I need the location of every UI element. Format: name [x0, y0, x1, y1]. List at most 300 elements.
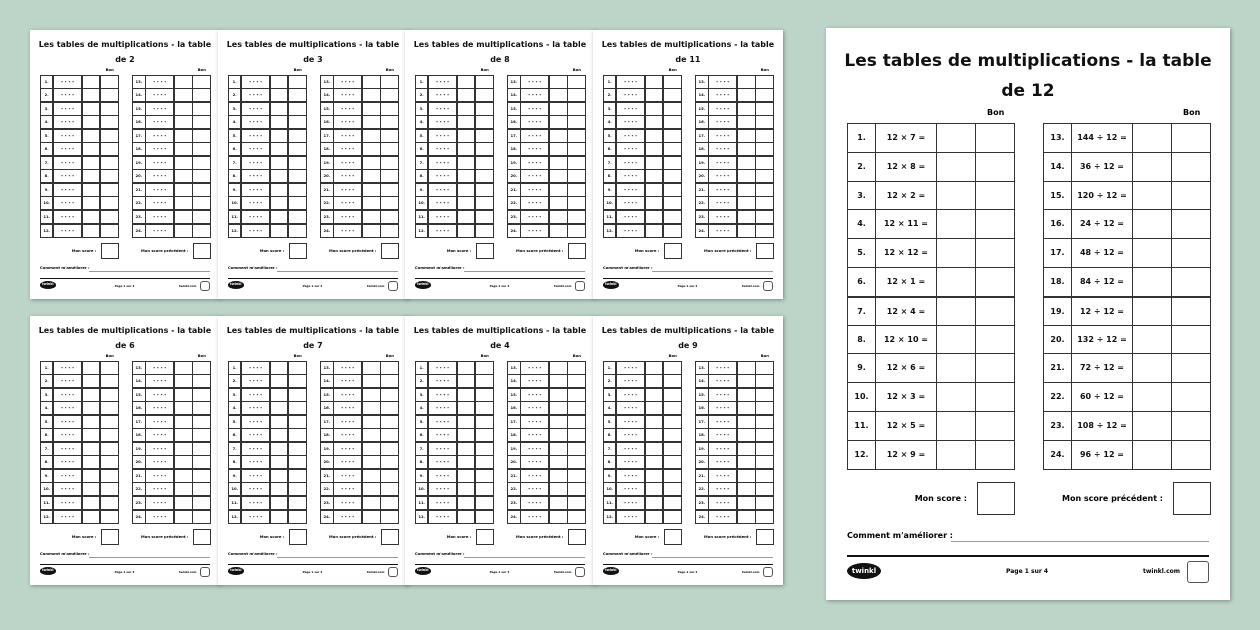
answer-cell[interactable] — [645, 224, 664, 238]
question-expression: • • • • — [145, 388, 174, 402]
answer-cell[interactable] — [174, 455, 193, 469]
answer-cell[interactable] — [174, 428, 193, 442]
question-expression: • • • • — [616, 455, 645, 469]
question-expression: • • • • — [520, 455, 549, 469]
question-number: 7. — [603, 156, 617, 170]
check-cell — [380, 361, 399, 375]
answer-cell[interactable] — [936, 209, 976, 239]
question-number: 12. — [228, 510, 242, 524]
answer-cell[interactable] — [737, 156, 756, 170]
question-number: 15. — [320, 102, 334, 116]
answer-cell[interactable] — [82, 210, 101, 224]
answer-cell[interactable] — [549, 88, 568, 102]
answer-cell[interactable] — [645, 102, 664, 116]
answer-cell[interactable] — [549, 510, 568, 524]
answer-cell[interactable] — [457, 442, 476, 456]
answer-cell[interactable] — [82, 374, 101, 388]
score-box[interactable] — [664, 243, 682, 259]
previous-score-box[interactable] — [381, 243, 399, 259]
answer-cell[interactable] — [457, 510, 476, 524]
question-row — [603, 156, 682, 170]
question-row — [603, 224, 682, 238]
answer-cell[interactable] — [645, 482, 664, 496]
answer-cell[interactable] — [457, 129, 476, 143]
question-expression: • • • • — [428, 401, 457, 415]
answer-cell[interactable] — [270, 142, 289, 156]
answer-cell[interactable] — [645, 374, 664, 388]
previous-score-box[interactable] — [381, 529, 399, 545]
answer-cell[interactable] — [174, 469, 193, 483]
answer-cell[interactable] — [737, 102, 756, 116]
answer-cell[interactable] — [270, 482, 289, 496]
check-cell — [663, 88, 682, 102]
check-cell — [975, 411, 1015, 441]
answer-cell[interactable] — [82, 142, 101, 156]
answer-cell[interactable] — [457, 156, 476, 170]
answer-cell[interactable] — [737, 196, 756, 210]
improve-line — [277, 557, 398, 558]
answer-cell[interactable] — [645, 75, 664, 89]
answer-cell[interactable] — [457, 169, 476, 183]
answer-cell[interactable] — [270, 496, 289, 510]
answer-cell[interactable] — [270, 183, 289, 197]
answer-cell[interactable] — [457, 469, 476, 483]
answer-cell[interactable] — [362, 183, 381, 197]
question-number: 19. — [695, 156, 709, 170]
answer-cell[interactable] — [549, 169, 568, 183]
previous-score-box[interactable] — [568, 529, 586, 545]
answer-cell[interactable] — [270, 455, 289, 469]
question-number: 15. — [695, 388, 709, 402]
answer-cell[interactable] — [270, 510, 289, 524]
answer-cell[interactable] — [737, 88, 756, 102]
answer-cell[interactable] — [270, 224, 289, 238]
answer-cell[interactable] — [174, 510, 193, 524]
answer-cell[interactable] — [936, 296, 976, 326]
check-cell — [288, 115, 307, 129]
question-number: 24. — [132, 224, 146, 238]
answer-cell[interactable] — [270, 401, 289, 415]
answer-cell[interactable] — [737, 428, 756, 442]
answer-cell[interactable] — [457, 210, 476, 224]
answer-cell[interactable] — [362, 142, 381, 156]
answer-cell[interactable] — [174, 115, 193, 129]
answer-cell[interactable] — [362, 510, 381, 524]
quality-badge-icon — [200, 567, 210, 577]
question-expression: • • • • — [241, 224, 270, 238]
answer-cell[interactable] — [457, 361, 476, 375]
answer-cell[interactable] — [645, 496, 664, 510]
answer-cell[interactable] — [362, 75, 381, 89]
answer-cell[interactable] — [270, 442, 289, 456]
answer-cell[interactable] — [737, 496, 756, 510]
answer-cell[interactable] — [1132, 152, 1172, 182]
question-number: 9. — [228, 183, 242, 197]
answer-cell[interactable] — [936, 238, 976, 268]
answer-cell[interactable] — [174, 482, 193, 496]
answer-cell[interactable] — [362, 415, 381, 429]
answer-cell[interactable] — [270, 129, 289, 143]
answer-cell[interactable] — [270, 88, 289, 102]
answer-cell[interactable] — [174, 156, 193, 170]
answer-cell[interactable] — [1132, 411, 1172, 441]
answer-cell[interactable] — [549, 102, 568, 116]
answer-cell[interactable] — [645, 142, 664, 156]
check-cell — [380, 75, 399, 89]
question-number: 1. — [40, 361, 54, 375]
answer-cell[interactable] — [549, 75, 568, 89]
answer-cell[interactable] — [737, 482, 756, 496]
answer-cell[interactable] — [737, 415, 756, 429]
question-number: 4. — [847, 209, 876, 239]
answer-cell[interactable] — [936, 181, 976, 211]
answer-cell[interactable] — [174, 169, 193, 183]
answer-cell[interactable] — [82, 102, 101, 116]
check-cell — [100, 455, 119, 469]
answer-cell[interactable] — [174, 196, 193, 210]
answer-cell[interactable] — [82, 183, 101, 197]
answer-cell[interactable] — [549, 115, 568, 129]
answer-cell[interactable] — [1132, 296, 1172, 326]
question-expression: • • • • — [241, 415, 270, 429]
answer-cell[interactable] — [936, 152, 976, 182]
score-box[interactable] — [101, 529, 119, 545]
answer-cell[interactable] — [737, 183, 756, 197]
answer-cell[interactable] — [362, 169, 381, 183]
question-number: 22. — [695, 196, 709, 210]
answer-cell[interactable] — [549, 442, 568, 456]
answer-cell[interactable] — [737, 129, 756, 143]
answer-cell[interactable] — [549, 224, 568, 238]
question-number: 7. — [40, 442, 54, 456]
answer-cell[interactable] — [362, 482, 381, 496]
answer-cell[interactable] — [82, 156, 101, 170]
previous-score-box[interactable] — [193, 243, 211, 259]
question-row — [40, 169, 119, 183]
answer-cell[interactable] — [82, 115, 101, 129]
answer-cell[interactable] — [549, 428, 568, 442]
answer-cell[interactable] — [457, 455, 476, 469]
answer-cell[interactable] — [645, 428, 664, 442]
answer-cell[interactable] — [174, 88, 193, 102]
answer-cell[interactable] — [457, 374, 476, 388]
answer-cell[interactable] — [549, 482, 568, 496]
answer-cell[interactable] — [1132, 325, 1172, 355]
answer-cell[interactable] — [457, 115, 476, 129]
answer-cell[interactable] — [270, 469, 289, 483]
answer-cell[interactable] — [645, 210, 664, 224]
answer-cell[interactable] — [645, 361, 664, 375]
answer-cell[interactable] — [82, 361, 101, 375]
answer-cell[interactable] — [645, 183, 664, 197]
answer-cell[interactable] — [549, 374, 568, 388]
answer-cell[interactable] — [174, 415, 193, 429]
answer-cell[interactable] — [82, 482, 101, 496]
answer-cell[interactable] — [270, 428, 289, 442]
answer-cell[interactable] — [362, 496, 381, 510]
answer-cell[interactable] — [82, 510, 101, 524]
answer-cell[interactable] — [270, 115, 289, 129]
answer-cell[interactable] — [174, 210, 193, 224]
answer-cell[interactable] — [549, 210, 568, 224]
check-cell — [380, 401, 399, 415]
question-expression: • • • • — [708, 401, 737, 415]
answer-cell[interactable] — [457, 496, 476, 510]
answer-cell[interactable] — [1132, 209, 1172, 239]
answer-cell[interactable] — [82, 388, 101, 402]
answer-cell[interactable] — [549, 415, 568, 429]
question-expression: • • • • — [616, 88, 645, 102]
check-cell — [380, 224, 399, 238]
answer-cell[interactable] — [645, 156, 664, 170]
answer-cell[interactable] — [270, 388, 289, 402]
answer-cell[interactable] — [737, 169, 756, 183]
answer-cell[interactable] — [457, 224, 476, 238]
answer-cell[interactable] — [82, 428, 101, 442]
check-cell — [288, 224, 307, 238]
answer-cell[interactable] — [362, 374, 381, 388]
answer-cell[interactable] — [549, 196, 568, 210]
question-expression: • • • • — [333, 388, 362, 402]
answer-cell[interactable] — [82, 224, 101, 238]
check-cell — [475, 361, 494, 375]
answer-cell[interactable] — [270, 415, 289, 429]
answer-cell[interactable] — [737, 142, 756, 156]
answer-cell[interactable] — [936, 325, 976, 355]
answer-cell[interactable] — [549, 129, 568, 143]
question-row — [695, 75, 774, 89]
answer-cell[interactable] — [737, 455, 756, 469]
answer-cell[interactable] — [82, 442, 101, 456]
answer-cell[interactable] — [362, 102, 381, 116]
answer-cell[interactable] — [645, 442, 664, 456]
question-row — [40, 361, 119, 375]
check-cell — [192, 142, 211, 156]
question-expression: • • • • — [333, 88, 362, 102]
answer-cell[interactable] — [645, 415, 664, 429]
answer-cell[interactable] — [549, 401, 568, 415]
answer-cell[interactable] — [549, 183, 568, 197]
answer-cell[interactable] — [82, 415, 101, 429]
question-row — [320, 88, 399, 102]
question-number: 12. — [228, 224, 242, 238]
answer-cell[interactable] — [82, 88, 101, 102]
answer-cell[interactable] — [174, 102, 193, 116]
previous-score-box[interactable] — [1173, 482, 1211, 515]
answer-cell[interactable] — [174, 496, 193, 510]
answer-cell[interactable] — [270, 361, 289, 375]
answer-cell[interactable] — [645, 469, 664, 483]
answer-cell[interactable] — [362, 388, 381, 402]
question-row — [695, 428, 774, 442]
answer-cell[interactable] — [270, 156, 289, 170]
previous-score-box[interactable] — [756, 529, 774, 545]
question-number: 23. — [695, 210, 709, 224]
answer-cell[interactable] — [645, 401, 664, 415]
answer-cell[interactable] — [1132, 353, 1172, 383]
answer-cell[interactable] — [549, 455, 568, 469]
improve-line — [89, 557, 210, 558]
answer-cell[interactable] — [362, 428, 381, 442]
answer-cell[interactable] — [549, 156, 568, 170]
answer-cell[interactable] — [362, 469, 381, 483]
question-number: 11. — [603, 210, 617, 224]
answer-cell[interactable] — [1132, 238, 1172, 268]
answer-cell[interactable] — [737, 401, 756, 415]
answer-cell[interactable] — [645, 455, 664, 469]
answer-cell[interactable] — [737, 469, 756, 483]
answer-cell[interactable] — [362, 115, 381, 129]
question-row — [132, 224, 211, 238]
question-row — [847, 440, 1015, 470]
score-box[interactable] — [289, 243, 307, 259]
question-number: 20. — [1043, 325, 1072, 355]
answer-cell[interactable] — [174, 401, 193, 415]
answer-cell[interactable] — [362, 88, 381, 102]
answer-cell[interactable] — [174, 129, 193, 143]
question-expression: • • • • — [708, 129, 737, 143]
answer-cell[interactable] — [174, 142, 193, 156]
answer-cell[interactable] — [270, 169, 289, 183]
answer-cell[interactable] — [270, 374, 289, 388]
score-box[interactable] — [476, 529, 494, 545]
answer-cell[interactable] — [362, 196, 381, 210]
answer-cell[interactable] — [1132, 382, 1172, 412]
score-box[interactable] — [977, 482, 1015, 515]
answer-cell[interactable] — [549, 496, 568, 510]
answer-cell[interactable] — [362, 455, 381, 469]
answer-cell[interactable] — [362, 156, 381, 170]
answer-cell[interactable] — [737, 361, 756, 375]
question-number: 19. — [695, 442, 709, 456]
answer-cell[interactable] — [82, 169, 101, 183]
answer-cell[interactable] — [82, 496, 101, 510]
score-box[interactable] — [289, 529, 307, 545]
answer-cell[interactable] — [362, 129, 381, 143]
answer-cell[interactable] — [457, 196, 476, 210]
answer-cell[interactable] — [549, 142, 568, 156]
previous-score-box[interactable] — [193, 529, 211, 545]
question-expression: • • • • — [145, 361, 174, 375]
answer-cell[interactable] — [457, 102, 476, 116]
question-expression: • • • • — [333, 183, 362, 197]
answer-cell[interactable] — [82, 455, 101, 469]
answer-cell[interactable] — [645, 169, 664, 183]
previous-score-box[interactable] — [568, 243, 586, 259]
answer-cell[interactable] — [174, 361, 193, 375]
answer-cell[interactable] — [549, 361, 568, 375]
answer-cell[interactable] — [457, 183, 476, 197]
score-box[interactable] — [664, 529, 682, 545]
question-row — [132, 496, 211, 510]
check-cell — [100, 415, 119, 429]
answer-cell[interactable] — [457, 428, 476, 442]
question-row — [415, 361, 494, 375]
previous-score-box[interactable] — [756, 243, 774, 259]
score-box[interactable] — [101, 243, 119, 259]
answer-cell[interactable] — [737, 510, 756, 524]
answer-cell[interactable] — [1132, 267, 1172, 297]
answer-cell[interactable] — [174, 374, 193, 388]
answer-cell[interactable] — [270, 102, 289, 116]
answer-cell[interactable] — [645, 129, 664, 143]
question-number: 2. — [415, 88, 429, 102]
answer-cell[interactable] — [362, 401, 381, 415]
answer-cell[interactable] — [549, 469, 568, 483]
question-expression: • • • • — [241, 374, 270, 388]
answer-cell[interactable] — [270, 196, 289, 210]
question-expression: 36 ÷ 12 = — [1071, 152, 1133, 182]
answer-cell[interactable] — [936, 382, 976, 412]
answer-cell[interactable] — [82, 129, 101, 143]
answer-cell[interactable] — [82, 469, 101, 483]
answer-cell[interactable] — [737, 210, 756, 224]
answer-cell[interactable] — [737, 388, 756, 402]
answer-cell[interactable] — [457, 415, 476, 429]
question-row — [507, 224, 586, 238]
answer-cell[interactable] — [174, 224, 193, 238]
check-cell — [1171, 325, 1211, 355]
answer-cell[interactable] — [174, 183, 193, 197]
answer-cell[interactable] — [737, 75, 756, 89]
answer-cell[interactable] — [645, 88, 664, 102]
answer-cell[interactable] — [936, 411, 976, 441]
answer-cell[interactable] — [737, 442, 756, 456]
answer-cell[interactable] — [82, 401, 101, 415]
answer-cell[interactable] — [936, 440, 976, 470]
answer-cell[interactable] — [549, 388, 568, 402]
answer-cell[interactable] — [1132, 440, 1172, 470]
answer-cell[interactable] — [457, 142, 476, 156]
answer-cell[interactable] — [457, 75, 476, 89]
answer-cell[interactable] — [362, 224, 381, 238]
answer-cell[interactable] — [362, 442, 381, 456]
question-row — [415, 196, 494, 210]
answer-cell[interactable] — [737, 224, 756, 238]
answer-cell[interactable] — [174, 388, 193, 402]
answer-cell[interactable] — [82, 75, 101, 89]
answer-cell[interactable] — [737, 115, 756, 129]
answer-cell[interactable] — [645, 115, 664, 129]
score-label: Mon score : — [446, 249, 472, 254]
check-cell — [380, 442, 399, 456]
answer-cell[interactable] — [936, 353, 976, 383]
question-row — [695, 210, 774, 224]
answer-cell[interactable] — [645, 510, 664, 524]
score-box[interactable] — [476, 243, 494, 259]
answer-cell[interactable] — [737, 374, 756, 388]
answer-cell[interactable] — [270, 210, 289, 224]
answer-cell[interactable] — [362, 361, 381, 375]
answer-cell[interactable] — [457, 401, 476, 415]
answer-cell[interactable] — [1132, 123, 1172, 153]
question-number: 17. — [320, 129, 334, 143]
answer-cell[interactable] — [457, 482, 476, 496]
answer-cell[interactable] — [82, 196, 101, 210]
answer-cell[interactable] — [645, 388, 664, 402]
answer-cell[interactable] — [936, 123, 976, 153]
answer-cell[interactable] — [270, 75, 289, 89]
answer-cell[interactable] — [645, 196, 664, 210]
question-table — [40, 361, 119, 524]
answer-cell[interactable] — [457, 88, 476, 102]
answer-cell[interactable] — [936, 267, 976, 297]
answer-cell[interactable] — [174, 75, 193, 89]
answer-cell[interactable] — [1132, 181, 1172, 211]
answer-cell[interactable] — [362, 210, 381, 224]
answer-cell[interactable] — [174, 442, 193, 456]
answer-cell[interactable] — [457, 388, 476, 402]
